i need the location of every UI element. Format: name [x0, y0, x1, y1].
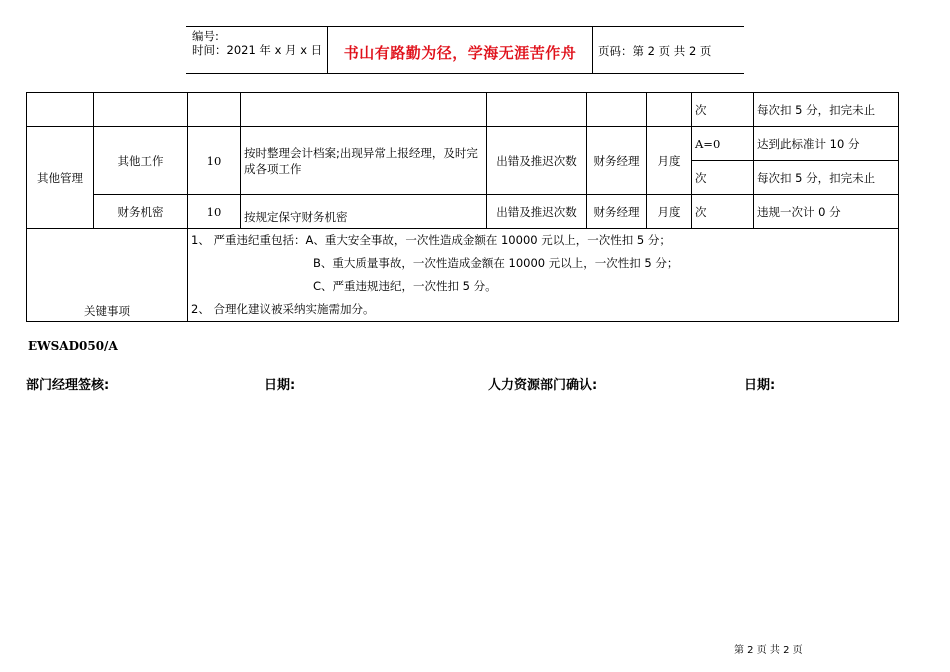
rule-cell: 每次扣 5 分，扣完未止 — [754, 93, 899, 127]
header-time: 时间：2021 年 x 月 x 日 — [192, 43, 323, 57]
key-matter-line: B、重大质量事故，一次性造成金额在 10000 元以上，一次性扣 5 分； — [313, 256, 679, 270]
key-matter-line: 2、 合理化建议被采纳实施需加分。 — [191, 302, 375, 316]
item-cell: 财务机密 — [94, 195, 188, 229]
standard-cell: 按时整理会计档案;出现异常上报经理，及时完成各项工作 — [241, 127, 487, 195]
cell-empty — [188, 93, 241, 127]
key-matter-line: C、严重违规违纪，一次性扣 5 分。 — [313, 279, 497, 293]
table-row — [27, 127, 899, 161]
target-cell: 次 — [692, 161, 754, 195]
header-separator-2 — [592, 26, 593, 74]
item-cell: 其他工作 — [94, 127, 188, 195]
date-label: 日期: — [744, 378, 776, 393]
cell-empty — [94, 93, 188, 127]
period-cell: 月度 — [647, 127, 692, 195]
key-matters-content — [188, 229, 899, 322]
rule-cell: 每次扣 5 分，扣完未止 — [754, 161, 899, 195]
assessment-table — [26, 92, 899, 322]
target-cell: 次 — [692, 195, 754, 229]
key-matter-line: 1、 严重违纪重包括：A、重大安全事故，一次性造成金额在 10000 元以上，一次性扣 5 分； — [191, 233, 671, 247]
key-matters-label: 关键事项 — [27, 229, 188, 322]
category-cell: 其他管理 — [27, 127, 94, 229]
cell-empty — [647, 93, 692, 127]
assessor-cell: 财务经理 — [587, 195, 647, 229]
header-motto: 书山有路勤为径，学海无涯苦作舟 — [343, 44, 577, 62]
target-cell: 次 — [692, 93, 754, 127]
header-number-label: 编号: — [192, 29, 219, 43]
header-top-rule — [186, 26, 744, 27]
table-row — [27, 229, 899, 322]
table-row — [27, 195, 899, 229]
hr-confirm-label: 人力资源部门确认: — [488, 378, 598, 393]
period-cell: 月度 — [647, 195, 692, 229]
header-meta — [192, 29, 322, 57]
header-page-info: 页码：第 2 页 共 2 页 — [598, 44, 712, 58]
standard-cell: 按规定保守财务机密 — [241, 195, 487, 229]
target-cell: A=0 — [692, 127, 754, 161]
rule-cell: 达到此标准计 10 分 — [754, 127, 899, 161]
score-cell: 10 — [188, 127, 241, 195]
metric-cell: 出错及推迟次数 — [487, 195, 587, 229]
page-footer: 第 2 页 共 2 页 — [734, 645, 803, 656]
table-row — [27, 93, 899, 127]
score-cell: 10 — [188, 195, 241, 229]
header-bottom-rule — [186, 73, 744, 74]
cell-empty — [241, 93, 487, 127]
cell-empty — [487, 93, 587, 127]
cell-empty — [27, 93, 94, 127]
page-header — [186, 26, 744, 74]
rule-cell: 违规一次计 0 分 — [754, 195, 899, 229]
cell-empty — [587, 93, 647, 127]
dept-manager-sign-label: 部门经理签核: — [26, 378, 110, 393]
document-code: EWSAD050/A — [28, 339, 118, 353]
metric-cell: 出错及推迟次数 — [487, 127, 587, 195]
assessor-cell: 财务经理 — [587, 127, 647, 195]
date-label: 日期: — [264, 378, 296, 393]
